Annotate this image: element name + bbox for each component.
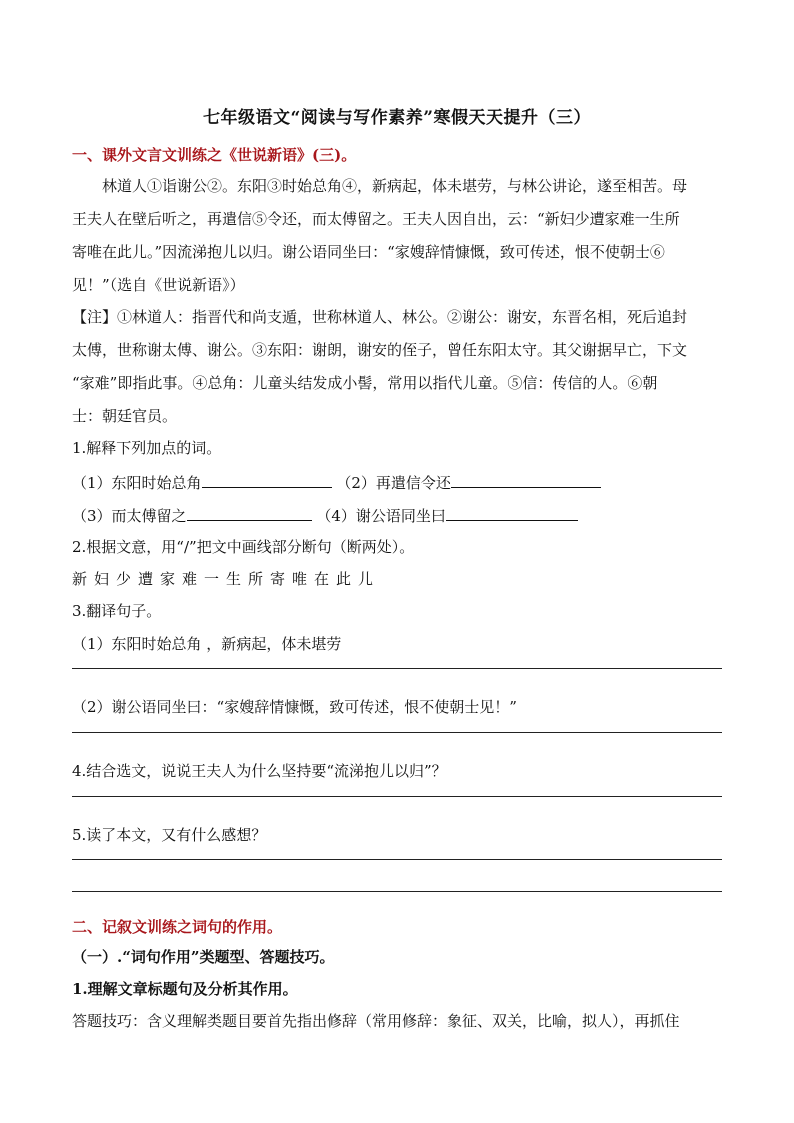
notes-line-2: 太傅，世称谢太傅、谢公。③东阳：谢朗，谢安的侄子，曾任东阳太守。其父谢据早亡，下文 [72,341,688,359]
q3-item-1: （1）东阳时始总角 ，新病起，体未堪劳 [72,635,342,653]
q1-item-1: （1）东阳时始总角 [72,474,202,492]
section2-heading: 二、记叙文训练之词句的作用。 [72,918,283,936]
notes-line-4: 士：朝廷官员。 [72,407,178,425]
q4-answer-line[interactable] [72,796,722,797]
q2-prompt: 2.根据文意，用“/”把文中画线部分断句（断两处）。 [72,538,415,556]
q1-prompt: 1.解释下列加点的词。 [72,439,222,457]
passage-line-4: 见！”（选自《世说新语》） [72,276,245,294]
q3-answer-line-1[interactable] [72,668,722,669]
q5-answer-line-2[interactable] [72,891,722,892]
q1-item-4: （4）谢公语同坐曰 [316,507,446,525]
page-title: 七年级语文“阅读与写作素养”寒假天天提升（三） [202,108,592,128]
q1-item-2: （2）再遣信令还 [336,474,451,492]
passage-line-3: 寄唯在此儿。”因流涕抱儿以归。谢公语同坐曰：“家嫂辞情慷慨，致可传述，恨不使朝士⑥ [72,243,665,261]
q5-answer-line-1[interactable] [72,859,722,860]
q3-item-2: （2）谢公语同坐曰：“家嫂辞情慷慨，致可传述，恨不使朝士见！” [72,698,517,716]
notes-line-1: 【注】①林道人：指晋代和尚支遁，世称林道人、林公。②谢公：谢安，东晋名相，死后追封 [72,308,688,326]
section1-heading: 一、课外文言文训练之《世说新语》(三)。 [72,146,357,164]
q1-item-3: （3）而太傅留之 [72,507,187,525]
q1-answer-3[interactable] [187,504,312,521]
passage-line-1: 林道人①诣谢公②。东阳③时始总角④，新病起，体未堪劳，与林公讲论，遂至相苦。母 [102,177,688,195]
answer-tip: 答题技巧：含义理解类题目要首先指出修辞（常用修辞：象征、双关，比喻，拟人），再抓住 [72,1012,680,1030]
notes-line-3: “家难”即指此事。④总角：儿童头结发成小髻，常用以指代儿童。⑤信：传信的人。⑥朝 [72,374,658,392]
section2-subheading-1: （一）.“词句作用”类题型、答题技巧。 [72,948,335,966]
q1-answer-1[interactable] [202,471,332,488]
section2-subheading-2: 1.理解文章标题句及分析其作用。 [72,980,298,998]
q3-prompt: 3.翻译句子。 [72,602,162,620]
q4-prompt: 4.结合选文，说说王夫人为什么坚持要“流涕抱儿以归”？ [72,762,447,780]
q1-row-2 [72,504,732,526]
passage-line-2: 王夫人在壁后听之，再遣信⑤令还，而太傅留之。王夫人因自出，云：“新妇少遭家难一生所 [72,210,680,228]
q5-prompt: 5.读了本文，又有什么感想？ [72,826,267,844]
q1-row-1 [72,471,732,493]
q1-answer-4[interactable] [446,504,578,521]
q2-sentence: 新妇少遭家难一生所寄唯在此儿 [72,570,381,588]
q3-answer-line-2[interactable] [72,732,722,733]
q1-answer-2[interactable] [451,471,601,488]
